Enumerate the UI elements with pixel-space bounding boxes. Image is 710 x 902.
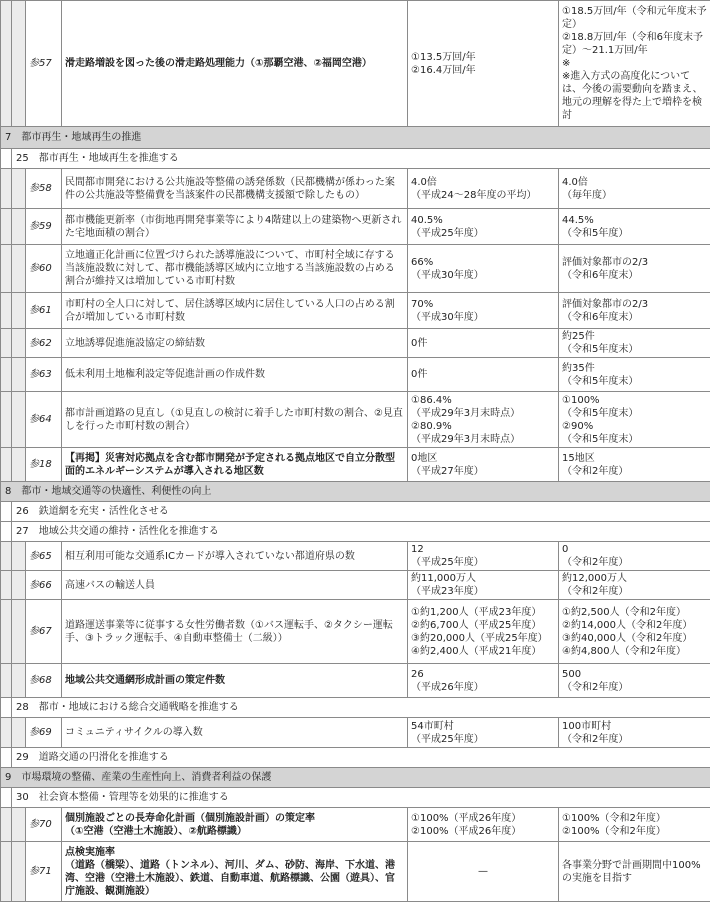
target-text: 約35件 （令和5年度末）	[562, 362, 639, 387]
indent-cell	[12, 245, 26, 293]
target-value	[559, 808, 710, 842]
baseline-text: 54市町村 （平成25年度）	[411, 720, 484, 745]
baseline-value	[408, 1, 559, 127]
baseline-value	[408, 600, 559, 664]
indent-cell	[1, 748, 12, 768]
subsection-heading: 27 地域公共交通の維持・活性化を推進する	[12, 522, 710, 542]
indent-cell	[12, 664, 26, 698]
indent-cell	[1, 358, 12, 392]
target-text: 4.0倍 （毎年度）	[562, 176, 612, 201]
target-text: 500 （令和2年度）	[562, 668, 629, 693]
indent-cell	[12, 808, 26, 842]
target-text: ①18.5万回/年（令和元年度末予定） ②18.8万回/年（令和6年度末予定）～21.1万回/年 ※ ※進入方式の高度化については、今後の需要動向を踏まえ、地元の理解を得た上で増枠を検討	[562, 6, 707, 121]
target-text: 44.5% （令和5年度）	[562, 214, 629, 239]
baseline-value	[408, 169, 559, 209]
baseline-value	[408, 808, 559, 842]
description-text: 相互利用可能な交通系ICカードが導入されていない都道府県の数	[65, 550, 355, 562]
indent-cell	[1, 842, 12, 902]
target-value	[559, 600, 710, 664]
indicator-id: 参63	[26, 358, 62, 392]
description-text: 都市機能更新率（市街地再開発事業等により4階建以上の建築物へ更新された宅地面積の割合）	[65, 214, 402, 239]
section-heading: 7 都市再生・地域再生の推進	[1, 127, 710, 149]
target-text: 約25件 （令和5年度末）	[562, 331, 639, 355]
section-row	[1, 768, 710, 788]
target-value	[559, 1, 710, 127]
description-text: 立地適正化計画に位置づけられた誘導施設について、市町村全域に存する当該施設数に対して、都市機能誘導区域内に立地する当該施設数の占める割合が維持又は増加している市町村数	[65, 250, 395, 287]
indicator-description	[62, 718, 408, 748]
indent-cell	[1, 664, 12, 698]
indicator-description	[62, 448, 408, 482]
indent-cell	[1, 149, 12, 169]
target-value	[559, 542, 710, 571]
indicator-description	[62, 842, 408, 902]
target-text: 15地区 （令和2年度）	[562, 452, 629, 477]
section-heading: 9 市場環境の整備、産業の生産性向上、消費者利益の保護	[1, 768, 710, 788]
indicator-id: 参71	[26, 842, 62, 902]
indicator-id: 参67	[26, 600, 62, 664]
baseline-value	[408, 842, 559, 902]
indicator-id: 参59	[26, 209, 62, 245]
baseline-text: 0件	[411, 369, 428, 380]
description-text: 都市計画道路の見直し（①見直しの検討に着手した市町村数の割合、②見直しを行った市町村数の割合）	[65, 407, 403, 432]
table-row	[1, 329, 710, 358]
baseline-text: ①100%（平成26年度） ②100%（平成26年度）	[411, 812, 522, 837]
target-value	[559, 209, 710, 245]
baseline-text: 12 （平成25年度）	[411, 544, 484, 568]
subsection-row	[1, 522, 710, 542]
indicator-id: 参62	[26, 329, 62, 358]
target-text: 0 （令和2年度）	[562, 544, 629, 568]
description-text: 地域公共交通網形成計画の策定件数	[65, 675, 225, 686]
table-row	[1, 448, 710, 482]
baseline-text: 約11,000万人 （平成23年度）	[411, 573, 484, 597]
indent-cell	[12, 209, 26, 245]
baseline-value	[408, 448, 559, 482]
table-row	[1, 358, 710, 392]
subsection-heading: 29 道路交通の円滑化を推進する	[12, 748, 710, 768]
baseline-text: 66% （平成30年度）	[411, 256, 484, 281]
baseline-value	[408, 209, 559, 245]
indent-cell	[1, 718, 12, 748]
indicator-description	[62, 209, 408, 245]
indicator-id: 参57	[26, 1, 62, 127]
description-text: 高速バスの輸送人員	[65, 579, 155, 591]
target-value	[559, 358, 710, 392]
indent-cell	[1, 329, 12, 358]
table-row	[1, 664, 710, 698]
target-value	[559, 448, 710, 482]
subsection-heading: 28 都市・地域における総合交通戦略を推進する	[12, 698, 710, 718]
indicator-description	[62, 542, 408, 571]
table-row	[1, 571, 710, 600]
indent-cell	[12, 293, 26, 329]
subsection-heading: 26 鉄道網を充実・活性化させる	[12, 502, 710, 522]
indent-cell	[12, 329, 26, 358]
baseline-text: ①13.5万回/年 ②16.4万回/年	[411, 51, 476, 76]
indent-cell	[1, 808, 12, 842]
indent-cell	[1, 169, 12, 209]
indicator-description	[62, 169, 408, 209]
description-text: 滑走路増設を図った後の滑走路処理能力（①那覇空港、②福岡空港）	[65, 58, 372, 69]
indent-cell	[12, 718, 26, 748]
table-row	[1, 169, 710, 209]
indicator-description	[62, 293, 408, 329]
target-text: 約12,000万人 （令和2年度）	[562, 573, 629, 597]
baseline-text: 26 （平成26年度）	[411, 668, 484, 693]
description-text: 市町村の全人口に対して、居住誘導区域内に居住している人口の占める割合が増加している市町村数	[65, 298, 395, 323]
table-row	[1, 542, 710, 571]
subsection-row	[1, 748, 710, 768]
indicator-description	[62, 1, 408, 127]
target-value	[559, 718, 710, 748]
indent-cell	[12, 448, 26, 482]
table-row	[1, 808, 710, 842]
table-row	[1, 600, 710, 664]
description-text: 民間都市開発における公共施設等整備の誘発係数（民都機構が係わった案件の公共施設等整備費を当該案件の民都機構支援額で除したもの）	[65, 176, 395, 201]
section-row	[1, 127, 710, 149]
target-value	[559, 329, 710, 358]
indicator-id: 参58	[26, 169, 62, 209]
baseline-text: ①約1,200人（平成23年度） ②約6,700人（平成25年度） ③約20,000人（平成25年度） ④約2,400人（平成21年度）	[411, 606, 548, 657]
subsection-row	[1, 698, 710, 718]
description-text: 個別施設ごとの長寿命化計画（個別施設計画）の策定率 （①空港（空港土木施設）、②航路標識）	[65, 812, 315, 837]
section-heading: 8 都市・地域交通等の快適性、利便性の向上	[1, 482, 710, 502]
subsection-heading: 25 都市再生・地域再生を推進する	[12, 149, 710, 169]
description-text: コミュニティサイクルの導入数	[65, 727, 203, 738]
baseline-value	[408, 329, 559, 358]
baseline-value	[408, 358, 559, 392]
indicator-id: 参68	[26, 664, 62, 698]
indent-cell	[1, 502, 12, 522]
indent-cell	[1, 245, 12, 293]
description-text: 低未利用土地権利設定等促進計画の作成件数	[65, 369, 265, 380]
indent-cell	[1, 392, 12, 448]
indicator-description	[62, 571, 408, 600]
table-row	[1, 209, 710, 245]
indicator-id: 参65	[26, 542, 62, 571]
indent-cell	[12, 842, 26, 902]
indicator-description	[62, 358, 408, 392]
subsection-row	[1, 502, 710, 522]
indicator-id: 参66	[26, 571, 62, 600]
target-value	[559, 293, 710, 329]
baseline-text: ①86.4% （平成29年3月末時点） ②80.9% （平成29年3月末時点）	[411, 394, 521, 445]
indicator-description	[62, 392, 408, 448]
baseline-value	[408, 293, 559, 329]
baseline-text: 40.5% （平成25年度）	[411, 214, 484, 239]
section-row	[1, 482, 710, 502]
indicator-id: 参64	[26, 392, 62, 448]
target-text: 評価対象都市の2/3 （令和6年度末）	[562, 256, 649, 281]
indicator-id: 参70	[26, 808, 62, 842]
indent-cell	[1, 542, 12, 571]
indent-cell	[12, 169, 26, 209]
target-value	[559, 392, 710, 448]
subsection-heading: 30 社会資本整備・管理等を効果的に推進する	[12, 788, 710, 808]
baseline-value	[408, 542, 559, 571]
target-text: ①100% （令和5年度末） ②90% （令和5年度末）	[562, 394, 639, 445]
baseline-value	[408, 718, 559, 748]
table-row	[1, 1, 710, 127]
indent-cell	[12, 358, 26, 392]
subsection-row	[1, 149, 710, 169]
indent-cell	[1, 522, 12, 542]
baseline-value	[408, 392, 559, 448]
indent-cell	[12, 1, 26, 127]
description-text: 【再掲】災害対応拠点を含む都市開発が予定される拠点地区で自立分散型面的エネルギーシステムが導入される地区数	[65, 452, 395, 477]
description-text: 点検実施率 （道路（橋梁）、道路（トンネル）、河川、ダム、砂防、海岸、下水道、港湾、空港（空港土木施設）、鉄道、自動車道、航路標識、公園（遊具）、官庁施設、観測施設）	[65, 846, 395, 897]
table-row	[1, 293, 710, 329]
indicator-description	[62, 664, 408, 698]
table-row	[1, 842, 710, 902]
target-text: 評価対象都市の2/3 （令和6年度末）	[562, 298, 649, 323]
indicator-id: 参69	[26, 718, 62, 748]
baseline-text: 0地区 （平成27年度）	[411, 452, 484, 477]
baseline-value	[408, 571, 559, 600]
indicator-description	[62, 600, 408, 664]
table-row	[1, 245, 710, 293]
indent-cell	[12, 571, 26, 600]
indent-cell	[1, 1, 12, 127]
baseline-value	[408, 664, 559, 698]
table-row	[1, 718, 710, 748]
description-text: 道路運送事業等に従事する女性労働者数（①バス運転手、②タクシー運転手、③トラック運転手、④自動車整備士（二級））	[65, 619, 393, 644]
target-text: ①約2,500人（令和2年度） ②約14,000人（令和2年度） ③約40,000人（令和2年度） ④約4,800人（令和2年度）	[562, 606, 693, 657]
indicator-id: 参61	[26, 293, 62, 329]
target-value	[559, 245, 710, 293]
indicator-id: 参18	[26, 448, 62, 482]
subsection-row	[1, 788, 710, 808]
indicator-id: 参60	[26, 245, 62, 293]
indent-cell	[1, 698, 12, 718]
table-row	[1, 392, 710, 448]
description-text: 立地誘導促進施設協定の締結数	[65, 337, 205, 349]
baseline-text: 4.0倍 （平成24～28年度の平均）	[411, 176, 537, 201]
indicator-description	[62, 245, 408, 293]
target-value	[559, 842, 710, 902]
indent-cell	[12, 392, 26, 448]
baseline-text: —	[478, 866, 488, 877]
baseline-text: 0件	[411, 337, 428, 349]
indicator-description	[62, 808, 408, 842]
indent-cell	[1, 571, 12, 600]
indicator-description	[62, 329, 408, 358]
indent-cell	[1, 788, 12, 808]
indent-cell	[1, 448, 12, 482]
target-text: 100市町村 （令和2年度）	[562, 720, 629, 745]
indent-cell	[12, 600, 26, 664]
target-value	[559, 169, 710, 209]
indent-cell	[1, 209, 12, 245]
target-value	[559, 571, 710, 600]
indent-cell	[12, 542, 26, 571]
target-text: ①100%（令和2年度） ②100%（令和2年度）	[562, 812, 666, 837]
indent-cell	[1, 293, 12, 329]
target-text: 各事業分野で計画期間中100%の実施を目指す	[562, 859, 701, 884]
baseline-text: 70% （平成30年度）	[411, 298, 484, 323]
baseline-value	[408, 245, 559, 293]
target-value	[559, 664, 710, 698]
indent-cell	[1, 600, 12, 664]
